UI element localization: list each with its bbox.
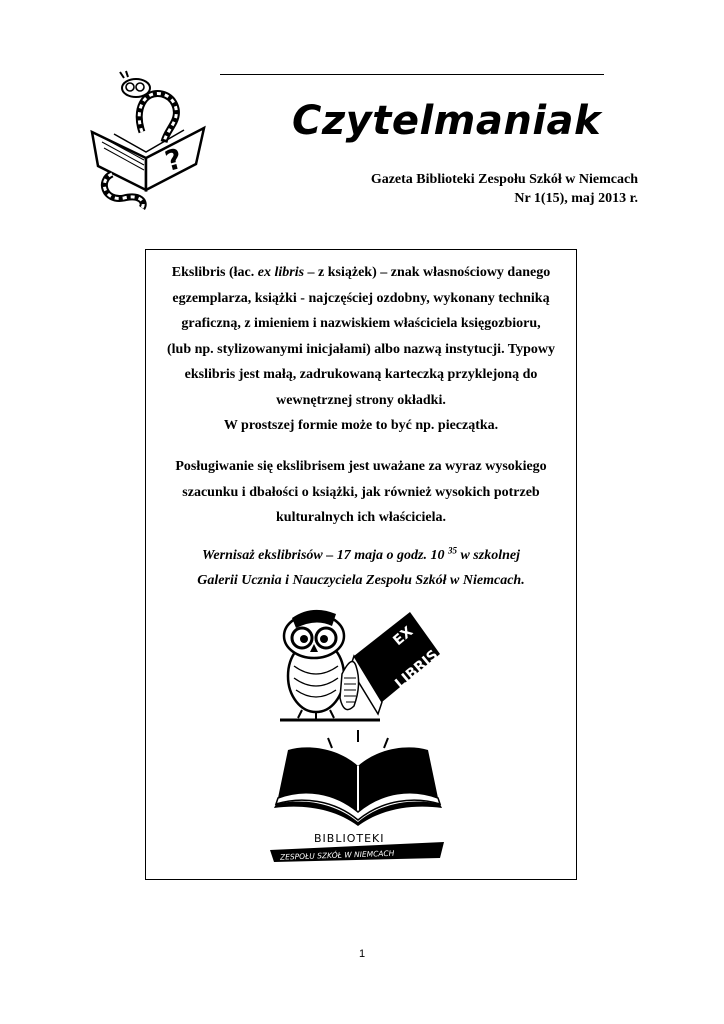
text-span: w szkolnej (456, 548, 520, 563)
text-line: ekslibris jest małą, zadrukowaną karteczką przyklejoną do (184, 367, 538, 382)
newsletter-title: Czytelmaniak (292, 98, 602, 144)
text-line: kulturalnych ich właściciela. (276, 510, 446, 525)
text-line: graficzną, z imieniem i nazwiskiem właściciela księgozbioru, (181, 316, 541, 331)
usage-paragraph (146, 454, 576, 531)
text-span: Wernisaż ekslibrisów – 17 maja o godz. 10 (202, 548, 448, 563)
text-line: W prostszej formie może to być np. pieczątka. (223, 418, 499, 433)
text-span: Ekslibris (łac. (171, 265, 258, 280)
text-span: – z książek) – znak własnościowy danego (304, 265, 551, 280)
header-rule (220, 74, 604, 75)
open-book-icon (274, 730, 442, 826)
italic-term: ex libris (257, 265, 305, 280)
page-number: 1 (358, 948, 366, 960)
text-line (146, 543, 576, 568)
text-line: (lub np. stylizowanymi inicjałami) albo nazwą instytucji. Typowy (166, 341, 556, 357)
newsletter-subtitle (371, 170, 638, 208)
text-line: Galerii Ucznia i Nauczyciela Zespołu Szkół w Niemcach. (197, 573, 525, 588)
bookworm-logo-icon (84, 70, 214, 210)
time-superscript: 35 (447, 545, 457, 556)
libris-text: LIBRIS (392, 647, 442, 693)
ex-libris-book-icon (340, 612, 441, 714)
issue-line: Nr 1(15), maj 2013 r. (514, 191, 638, 206)
text-line: szacunku i dbałości o książki, jak również wysokich potrzeb (182, 484, 540, 500)
text-line (146, 260, 576, 286)
ex-text: EX (390, 623, 417, 650)
subtitle-line: Gazeta Biblioteki Zespołu Szkół w Niemcach (370, 172, 638, 187)
banner-text-bibliotek: BIBLIOTEKI (314, 832, 385, 845)
text-line: Posługiwanie się ekslibrisem jest uważane za wyraz wysokiego (175, 459, 547, 474)
svg-text:?: ? (161, 141, 186, 179)
open-book-illustration (268, 726, 448, 862)
definition-paragraph (146, 260, 576, 439)
banner-text-school: ZESPOŁU SZKÓŁ W NIEMCACH (279, 848, 395, 862)
ekslibris-info-box (145, 249, 577, 880)
owl-ex-libris-illustration (270, 606, 446, 726)
text-line: egzemplarza, książki - najczęściej ozdobny, wykonany techniką (172, 290, 550, 306)
text-line: wewnętrznej strony okładki. (276, 392, 446, 408)
exhibition-announcement (146, 543, 576, 593)
